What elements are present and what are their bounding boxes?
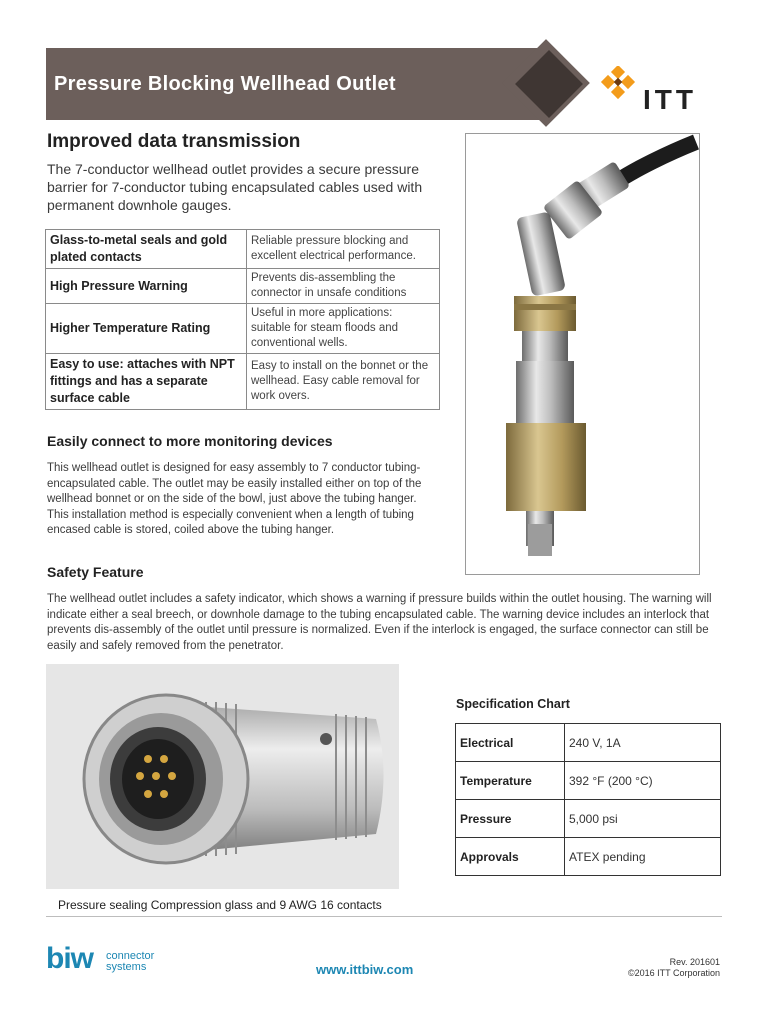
- spec-label: Electrical: [456, 724, 565, 762]
- spec-value: 392 °F (200 °C): [565, 762, 721, 800]
- website-link[interactable]: www.ittbiw.com: [316, 962, 414, 977]
- biw-sub-line-2: systems: [106, 961, 147, 973]
- spec-table: [455, 723, 721, 876]
- connector-closeup-illustration: [46, 664, 399, 889]
- spec-value: ATEX pending: [565, 838, 721, 876]
- table-row: [456, 838, 721, 876]
- benefit-cell: Useful in more applications: suitable for steam floods and conventional wells.: [247, 304, 440, 354]
- table-row: [46, 354, 440, 410]
- intro-text: The 7-conductor wellhead outlet provides a secure pressure barrier for 7-conductor tubing encapsulated cables used with permanent downhole gauges.: [47, 161, 423, 213]
- footer-divider: [46, 916, 722, 917]
- product-photo: [465, 133, 700, 575]
- feature-cell: Easy to use: attaches with NPT fittings and has a separate surface cable: [46, 354, 247, 410]
- safety-text: The wellhead outlet includes a safety indicator, which shows a warning if pressure builds within the outlet housing. The warning will indicate either a seal breech, or downhole damage to the tubing encapsulated cable. The warning device includes an interlock that prevents dis-assembly of the outlet until pressure is normalized. Even if the interlock is engaged, the surface connector can still be easily and safely removed from the penetrator.: [47, 593, 712, 652]
- table-row: [456, 800, 721, 838]
- photo-caption: Pressure sealing Compression glass and 9 AWG 16 contacts: [58, 898, 382, 912]
- biw-logo-subtitle: [106, 951, 154, 973]
- intro-heading: Improved data transmission: [47, 131, 301, 152]
- benefit-cell: Prevents dis-assembling the connector in unsafe conditions: [247, 269, 440, 304]
- revision-number: Rev. 201601: [669, 957, 720, 967]
- spec-label: Approvals: [456, 838, 565, 876]
- spec-label: Pressure: [456, 800, 565, 838]
- connect-heading: Easily connect to more monitoring devices: [47, 433, 333, 449]
- table-row: [46, 230, 440, 269]
- feature-cell: Higher Temperature Rating: [46, 304, 247, 354]
- spec-label: Temperature: [456, 762, 565, 800]
- revision-info: [560, 957, 720, 979]
- connect-text: This wellhead outlet is designed for easy assembly to 7 conductor tubing-encapsulated cable. The outlet may be easily installed either on top of the wellhead bonnet or on the side of the bowl, just above the tubing hanger. This installation method is especially convenient when a length of tubing encased cable is stored, coiled above the tubing hanger.: [47, 462, 422, 536]
- feature-cell: Glass-to-metal seals and gold plated contacts: [46, 230, 247, 269]
- safety-heading: Safety Feature: [47, 564, 144, 580]
- biw-sub-line-1: connector: [106, 950, 155, 962]
- connector-closeup-photo: [46, 664, 399, 889]
- table-row: [46, 269, 440, 304]
- table-row: [456, 724, 721, 762]
- spec-value: 5,000 psi: [565, 800, 721, 838]
- spec-chart-title: Specification Chart: [456, 697, 570, 711]
- itt-logo-icon: [600, 66, 636, 102]
- wellhead-outlet-illustration: [466, 134, 699, 574]
- copyright-text: ©2016 ITT Corporation: [627, 968, 720, 978]
- table-row: [456, 762, 721, 800]
- itt-logo-text: ITT: [643, 84, 697, 115]
- spec-value: 240 V, 1A: [565, 724, 721, 762]
- features-table: [45, 229, 440, 410]
- page-title: Pressure Blocking Wellhead Outlet: [54, 73, 396, 95]
- benefit-cell: Easy to install on the bonnet or the wellhead. Easy cable removal for work overs.: [247, 354, 440, 410]
- table-row: [46, 304, 440, 354]
- feature-cell: High Pressure Warning: [46, 269, 247, 304]
- biw-logo-text: biw: [46, 942, 93, 975]
- benefit-cell: Reliable pressure blocking and excellent electrical performance.: [247, 230, 440, 269]
